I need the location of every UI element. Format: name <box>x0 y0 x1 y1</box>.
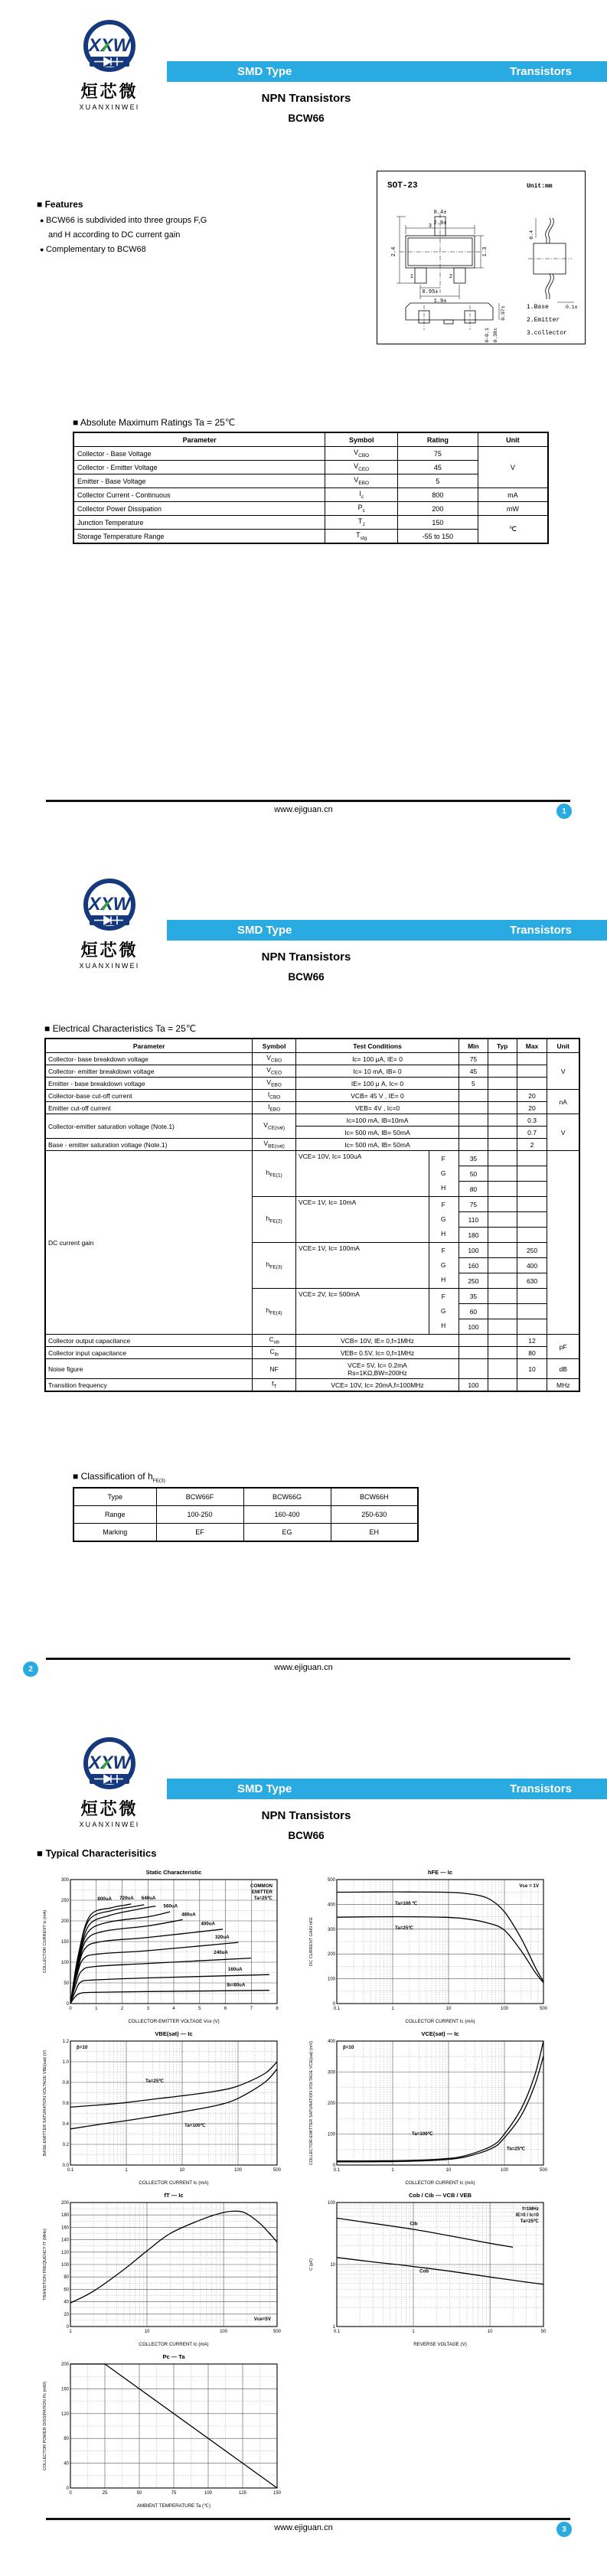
svg-text:80: 80 <box>64 2437 69 2442</box>
chart-svg <box>40 1867 285 2025</box>
header-bar-left: SMD Type <box>237 924 292 937</box>
svg-text:1.9±: 1.9± <box>433 298 447 305</box>
charts-grid <box>40 1867 576 2509</box>
curve-label: 800uA <box>97 1896 112 1902</box>
footer-url[interactable]: www.ejiguan.cn <box>274 805 333 814</box>
table-row: Type BCW66F BCW66G BCW66H <box>73 1488 418 1506</box>
curve-label: Cob <box>419 2268 429 2274</box>
pin-legend-collector: 3.collector <box>527 330 567 337</box>
svg-text:1: 1 <box>125 2168 128 2173</box>
curve <box>70 1905 144 2004</box>
pin-legend-base: 1.Base <box>527 304 549 311</box>
svg-text:1: 1 <box>391 2168 394 2173</box>
svg-text:0: 0 <box>66 2486 69 2491</box>
chart-annotation: Ta=25℃ <box>253 1896 272 1901</box>
table-row: Collector Power Dissipation $P_c$ 200 mW <box>73 502 548 516</box>
curve-label: Cib <box>410 2221 418 2227</box>
svg-text:500: 500 <box>272 2330 282 2334</box>
chart-xlabel: COLLECTOR CURRENT Ic (mA) <box>405 2180 475 2186</box>
package-unit: Unit:mm <box>527 183 553 190</box>
curve-label: 720uA <box>119 1895 134 1901</box>
svg-text:500: 500 <box>539 2168 548 2173</box>
chart-annotation: Vce = 1V <box>519 1883 539 1889</box>
pin-legend-emitter: 2.Emitter <box>527 317 560 324</box>
footer-url[interactable]: www.ejiguan.cn <box>274 1663 333 1672</box>
table-row: Marking EF EG EH <box>73 1524 418 1542</box>
svg-text:40: 40 <box>64 2300 69 2305</box>
chart-xlabel: COLLECTOR CURRENT Ic (mA) <box>405 2019 475 2024</box>
svg-text:300: 300 <box>327 2070 335 2075</box>
chart-ylabel: DC CURRENT GAIN hFE <box>309 1917 314 1966</box>
svg-text:100: 100 <box>327 2132 335 2137</box>
chart-annotation: Ta=25℃ <box>520 2219 539 2224</box>
chart-vcesat-vs-ic <box>306 2029 551 2186</box>
svg-text:1.2: 1.2 <box>62 2040 69 2044</box>
header-bar-left: SMD Type <box>237 65 292 78</box>
table-row: Collector input capacitance $C_{ib}$ VEB= 0.5V, Ic= 0,f=1MHz 80 <box>45 1347 579 1359</box>
table-row: Emitter - Base Voltage $V_{EBO}$ 5 <box>73 474 548 488</box>
chart-annotation: IE=0 / Ic=0 <box>515 2212 539 2218</box>
svg-text:10: 10 <box>487 2330 493 2334</box>
package-name: SOT-23 <box>387 181 418 191</box>
brand-logo <box>64 877 155 970</box>
table-row: 250 630 <box>45 1273 579 1289</box>
chart-annotation: Vce=5V <box>253 2317 271 2322</box>
svg-text:XXW: XXW <box>88 894 131 915</box>
svg-text:500: 500 <box>539 2007 548 2011</box>
svg-text:1.3: 1.3 <box>482 246 488 257</box>
svg-text:0.97±: 0.97± <box>501 305 506 321</box>
svg-text:300: 300 <box>60 1878 69 1883</box>
table-row: Emitter cut-off current $I_{EBO}$ VEB= 4V , Ic=0 20 <box>45 1102 579 1114</box>
svg-text:2: 2 <box>449 274 452 280</box>
chart-ylabel: COLLECTOR POWER DISSIPATION Pc (mW) <box>43 2381 47 2471</box>
svg-text:100: 100 <box>60 2263 69 2268</box>
chart-annotation: COMMON <box>250 1883 272 1889</box>
svg-text:0.4: 0.4 <box>529 230 534 240</box>
svg-text:2.4: 2.4 <box>391 246 397 257</box>
svg-text:40: 40 <box>64 2461 69 2467</box>
svg-text:3: 3 <box>428 223 432 230</box>
table-row: Junction Temperature $T_J$ 150 ℃ <box>73 516 548 530</box>
chart-annotation: EMITTER <box>251 1890 272 1895</box>
svg-text:10: 10 <box>445 2168 452 2173</box>
curve-label: 240uA <box>214 1950 228 1956</box>
svg-text:0: 0 <box>69 2007 72 2011</box>
svg-text:0: 0 <box>69 2491 72 2496</box>
brand-logo <box>64 18 155 111</box>
svg-text:75: 75 <box>171 2491 177 2496</box>
svg-text:100: 100 <box>233 2168 243 2173</box>
chart-annotation: f=1MHz <box>522 2206 539 2212</box>
page-number-badge: 3 <box>556 2522 572 2537</box>
svg-text:100: 100 <box>60 1961 69 1965</box>
curve-label: Ib=80uA <box>227 1982 246 1988</box>
chart-svg <box>306 2029 551 2186</box>
chart-ylabel: C (pF) <box>309 2258 314 2271</box>
svg-text:0.4: 0.4 <box>62 2122 69 2127</box>
classification-section <box>73 1471 419 1542</box>
classification-table <box>73 1487 419 1542</box>
chart-capacitance-vs-voltage <box>306 2190 551 2348</box>
footer-rule <box>46 800 570 802</box>
svg-text:1: 1 <box>95 2007 98 2011</box>
part-number: BCW66 <box>288 1830 325 1841</box>
table-row: 80 <box>45 1182 579 1197</box>
table-row: Collector output capacitance $C_{ob}$ VCB= 10V, IE= 0,f=1MHz 12 pF <box>45 1335 579 1347</box>
footer-rule <box>46 1658 570 1660</box>
brand-name-cn: 烜芯微 <box>80 83 139 102</box>
page-number-badge: 2 <box>23 1661 38 1677</box>
table-row: DC current gain $h_{FE(1)}$ VCE= 10V, Ic= 100uA F G H 35 <box>45 1151 579 1166</box>
brand-name-en: XUANXINWEI <box>79 1821 140 1828</box>
curve-label: 160uA <box>227 1966 243 1972</box>
chart-xlabel: AMBIENT TEMPERATURE Ta (℃) <box>136 2503 211 2509</box>
curve <box>337 1917 543 1983</box>
header-bar <box>167 1779 607 1799</box>
header-bar-right: Transistors <box>510 1782 572 1795</box>
svg-text:0: 0 <box>332 2164 335 2168</box>
classification-heading: ■ Classification of $h_{FE(3)}$ <box>73 1471 165 1484</box>
table-row: $h_{FE(2)}$ VCE= 1V, Ic= 10mA F G H 75 <box>45 1197 579 1212</box>
table-row: Collector- base breakdown voltage $V_{CBO}$ Ic= 100 μA, IE= 0 75 V <box>45 1053 579 1065</box>
header-bar-right: Transistors <box>510 924 572 937</box>
table-row: Range 100-250 160-400 250-630 <box>73 1506 418 1524</box>
chart-vbesat-vs-ic <box>40 2029 285 2186</box>
abs-max-table: Parameter Symbol Rating Unit Collector - Base Voltage $V_{CBO}$ 75 V Collector - Emitter Voltage $V_{CEO}$ 45 Emitter - Base Voltage $V_{EBO}$ 5 Collector Current - Continuous $I_c$ 800 mA Collector Power Dissipation $P_c$ 200 mW Junction Temperature $T_J$ 150 ℃ Storage Temperature Range $T_{stg}$ -55 to 150 <box>73 432 549 544</box>
curve-label: Ta=100℃ <box>184 2123 206 2129</box>
doc-title: NPN Transistors <box>261 92 351 105</box>
brand-name-cn: 烜芯微 <box>80 1800 139 1819</box>
chart-xlabel: COLLECTOR CURRENT Ic (mA) <box>139 2180 209 2186</box>
svg-text:0.4±: 0.4± <box>433 210 447 216</box>
table-row: Collector-base cut-off current $I_{CBO}$ VCB= 45 V , IE= 0 20 nA <box>45 1090 579 1102</box>
chart-xlabel: COLLECTOR CURRENT Ic (mA) <box>139 2342 209 2347</box>
table-row: 110 <box>45 1212 579 1228</box>
curve-label: 480uA <box>181 1912 196 1918</box>
chart-title: Static Characteristic <box>145 1869 202 1876</box>
doc-title: NPN Transistors <box>261 951 351 964</box>
table-row: $h_{FE(3)}$ VCE= 1V, Ic= 100mA F G H 100 250 <box>45 1243 579 1258</box>
table-row: 160 400 <box>45 1258 579 1273</box>
svg-text:50: 50 <box>64 1981 69 1986</box>
svg-text:200: 200 <box>60 2362 69 2367</box>
elec-table: Parameter Symbol Test Conditions Min Typ Max Unit Collector- base breakdown voltage $V_{CBO}$ Ic= 100 μA, IE= 0 75 V Collector- emitter breakdown voltage $V_{CEO}$ Ic= 10 mA, IB= 0 45 Emitter - base breakdown voltage $V_{EBO}$ IE= 100 μ A, Ic= 0 5 Collector-base cut-off current $I_{CBO}$ VCB= 45 V , IE= 0 20 nA Emitter cut-off current $I_{EBO}$ VEB= 4V , Ic=0 20 Collector-emitter saturation voltage (Note.1) $V_{CE(sat)}$ Ic=100 mA, IB=10mA 0.3 V Ic= 500 mA, IB= 50mA 0.7 Base - emitter saturation voltage (Note.1) $V_{BE(sat)}$ Ic= 500 mA, IB= 50mA 2 DC current gain $h_{FE(1)}$ VCE= 10V, Ic= 100uA F G H 35 50 80 $h_{FE(2)}$ VCE= 1V, Ic= 10mA F G H 75 110 180 $h_{FE(3)}$ VCE= 1V, Ic= 100mA F G H 100 250 160 400 250 630 $h_{FE(4)}$ VCE= 2V, Ic= 500mA F G H 35 60 100 Collector output capacitance $C_{ob}$ VCB= 10V, IE= 0,f=1MHz 12 pF Collector input capacitance $C_{ib}$ VEB= 0.5V, Ic= 0,f=1MHz 80 Noise figure NF VCE= 5V, Ic= 0.2mA Rs=1KΩ,BW=200Hz 10 dB Transition frequency $f_T$ VCE= 10V, Ic= 20mA,f=100MHz 100 MHz <box>44 1038 580 1392</box>
curve-label: 640uA <box>141 1895 156 1901</box>
svg-text:80: 80 <box>64 2275 69 2281</box>
footer-rule <box>46 2518 570 2520</box>
svg-text:100: 100 <box>220 2330 228 2334</box>
curve <box>70 2062 277 2107</box>
svg-text:125: 125 <box>238 2491 247 2496</box>
chart-svg <box>40 2029 285 2186</box>
svg-text:8: 8 <box>276 2007 279 2011</box>
header-bar <box>167 61 607 82</box>
svg-text:50: 50 <box>136 2491 142 2496</box>
svg-text:0.8: 0.8 <box>62 2081 69 2085</box>
svg-text:100: 100 <box>327 1977 335 1982</box>
logo-mark-icon <box>79 1736 140 1794</box>
svg-text:160: 160 <box>60 2387 69 2392</box>
svg-text:0.38±: 0.38± <box>493 328 498 343</box>
chart-title: Cob / Cib — VCB / VEB <box>408 2192 472 2199</box>
svg-text:0.95±: 0.95± <box>422 289 439 295</box>
svg-text:200: 200 <box>327 1952 335 1958</box>
svg-text:0.1±: 0.1± <box>566 305 578 310</box>
chart-static-characteristic <box>40 1867 285 2025</box>
svg-text:0: 0 <box>66 2002 69 2007</box>
footer-url[interactable]: www.ejiguan.cn <box>274 2523 333 2532</box>
page-1 <box>0 0 607 859</box>
svg-text:160: 160 <box>60 2225 69 2231</box>
feature-item: ● BCW66 is subdivided into three groups F,G <box>40 216 207 225</box>
svg-text:0.1: 0.1 <box>333 2168 341 2173</box>
table-row: Noise figure NF VCE= 5V, Ic= 0.2mA Rs=1KΩ,BW=200Hz 10 dB <box>45 1359 579 1379</box>
svg-text:200: 200 <box>60 1919 69 1924</box>
svg-text:120: 120 <box>60 2250 69 2255</box>
svg-text:0.0: 0.0 <box>62 2164 69 2168</box>
svg-text:500: 500 <box>272 2168 282 2173</box>
chart-pc-vs-ta <box>40 2352 285 2509</box>
svg-text:1: 1 <box>410 274 413 280</box>
svg-text:10: 10 <box>179 2168 185 2173</box>
curve-label: Ta=100 ℃ <box>395 1901 418 1906</box>
chart-annotation: β=10 <box>343 2045 354 2050</box>
svg-text:50: 50 <box>540 2330 547 2334</box>
table-row: Ic= 500 mA, IB= 50mA 0.7 <box>45 1127 579 1139</box>
svg-text:2: 2 <box>120 2007 124 2011</box>
chart-title: fT — Ic <box>164 2192 184 2199</box>
curve <box>70 1991 269 2004</box>
svg-text:0-0.1: 0-0.1 <box>485 328 490 343</box>
header-bar-right: Transistors <box>510 65 572 78</box>
chart-title: VCE(sat) — Ic <box>421 2030 459 2037</box>
chart-ylabel: COLLECTOR CURRENT Ic (mA) <box>43 1909 47 1974</box>
chart-ylabel: COLLECTOR-EMITTER SATURATION VOLTAGE VCE(sat) (mV) <box>309 2040 314 2166</box>
svg-text:100: 100 <box>327 2201 335 2206</box>
chart-annotation: β=10 <box>77 2045 88 2050</box>
svg-text:3: 3 <box>146 2007 149 2011</box>
curve <box>337 2258 543 2284</box>
feature-item-cont: and H according to DC current gain <box>48 230 181 240</box>
page-number-badge: 1 <box>556 804 572 819</box>
svg-text:180: 180 <box>60 2213 69 2219</box>
table-row: 100 <box>45 1319 579 1335</box>
table-row: Base - emitter saturation voltage (Note.1) $V_{BE(sat)}$ Ic= 500 mA, IB= 50mA 2 <box>45 1139 579 1151</box>
abs-max-section <box>73 417 549 544</box>
svg-text:10: 10 <box>445 2007 452 2011</box>
svg-text:200: 200 <box>327 2102 335 2106</box>
electrical-characteristics-section <box>44 1023 580 1392</box>
brand-logo <box>64 1736 155 1828</box>
svg-text:7: 7 <box>250 2007 253 2011</box>
chart-xlabel: REVERSE VOLTAGE (V) <box>413 2342 467 2347</box>
chart-title: Pc — Ta <box>162 2353 185 2360</box>
svg-text:XXW: XXW <box>88 1753 131 1773</box>
table-row: $h_{FE(4)}$ VCE= 2V, Ic= 500mA F G H 35 <box>45 1289 579 1304</box>
svg-text:500: 500 <box>327 1878 335 1883</box>
features-section <box>37 199 207 254</box>
svg-text:0.1: 0.1 <box>67 2168 74 2173</box>
table-row: Collector Current - Continuous $I_c$ 800 mA <box>73 488 548 502</box>
table-row: 60 <box>45 1304 579 1319</box>
package-drawing <box>377 171 586 344</box>
svg-text:0: 0 <box>66 2325 69 2330</box>
svg-text:10: 10 <box>144 2330 150 2334</box>
curve-label: 560uA <box>163 1903 178 1909</box>
header-bar-left: SMD Type <box>237 1782 292 1795</box>
svg-text:300: 300 <box>327 1927 335 1932</box>
svg-text:150: 150 <box>60 1940 69 1945</box>
svg-text:1.0: 1.0 <box>62 2060 69 2065</box>
curve <box>337 1892 543 1981</box>
svg-text:0: 0 <box>332 2002 335 2007</box>
curve-label: Ta=100℃ <box>412 2131 433 2137</box>
svg-text:5: 5 <box>198 2007 201 2011</box>
svg-text:150: 150 <box>272 2491 282 2496</box>
svg-text:6: 6 <box>224 2007 227 2011</box>
table-row: Collector - Base Voltage $V_{CBO}$ 75 V <box>73 447 548 461</box>
brand-name-cn: 烜芯微 <box>80 941 139 960</box>
chart-svg <box>40 2190 285 2348</box>
svg-text:1: 1 <box>69 2330 72 2334</box>
svg-text:4: 4 <box>172 2007 175 2011</box>
part-number: BCW66 <box>288 112 325 124</box>
table-row: Storage Temperature Range $T_{stg}$ -55 to 150 <box>73 530 548 544</box>
svg-text:0.1: 0.1 <box>333 2007 341 2011</box>
typical-characteristics-heading: ■ Typical Characterisitics <box>37 1847 157 1859</box>
logo-mark-icon <box>79 877 140 935</box>
curve <box>70 2069 277 2129</box>
chart-hfe-vs-ic <box>306 1867 551 2025</box>
chart-ft-vs-ic <box>40 2190 285 2348</box>
svg-text:0.2: 0.2 <box>62 2143 69 2147</box>
svg-text:1: 1 <box>332 2325 335 2330</box>
chart-svg <box>306 2190 551 2348</box>
table-row: Collector- emitter breakdown voltage $V_{CEO}$ Ic= 10 mA, IB= 0 45 <box>45 1065 579 1078</box>
curve <box>70 1974 269 2004</box>
page-2 <box>0 859 607 1717</box>
svg-text:200: 200 <box>60 2201 69 2206</box>
svg-text:250: 250 <box>60 1899 69 1903</box>
header-bar <box>167 920 607 941</box>
svg-text:25: 25 <box>102 2491 108 2496</box>
page-3 <box>0 1717 607 2576</box>
doc-title: NPN Transistors <box>261 1809 351 1822</box>
table-row: 180 <box>45 1228 579 1243</box>
part-number: BCW66 <box>288 971 325 983</box>
curve-label: 320uA <box>215 1935 230 1941</box>
curve-label: Ta=25℃ <box>395 1925 414 1931</box>
features-heading: ■ Features <box>37 199 83 210</box>
table-row: 50 <box>45 1166 579 1182</box>
table-row: Emitter - base breakdown voltage $V_{EBO}$ IE= 100 μ A, Ic= 0 5 <box>45 1078 579 1090</box>
logo-mark-icon <box>79 18 140 77</box>
table-row: Transition frequency $f_T$ VCE= 10V, Ic= 20mA,f=100MHz 100 MHz <box>45 1379 579 1392</box>
svg-text:XXW: XXW <box>88 35 131 56</box>
svg-text:60: 60 <box>64 2287 69 2293</box>
svg-text:400: 400 <box>327 2040 335 2044</box>
chart-ylabel: BASE-EMITTER SATURATION VOLTAGE VBE(sat) (V) <box>43 2049 47 2157</box>
abs-max-heading: ■ Absolute Maximum Ratings Ta = 25℃ <box>73 417 236 428</box>
chart-svg <box>40 2352 285 2509</box>
svg-text:10: 10 <box>330 2263 335 2268</box>
svg-text:140: 140 <box>60 2238 69 2243</box>
curve <box>337 2041 543 2161</box>
curve-label: 400uA <box>201 1921 215 1927</box>
svg-text:100: 100 <box>500 2168 509 2173</box>
svg-text:1: 1 <box>412 2330 415 2334</box>
curve-label: Ta=25℃ <box>507 2146 526 2152</box>
feature-item: ● Complementary to BCW68 <box>40 245 207 254</box>
svg-text:2.9±: 2.9± <box>433 220 447 227</box>
chart-xlabel: COLLECTOR-EMITTER VOLTAGE Vce (V) <box>128 2019 220 2024</box>
svg-text:20: 20 <box>64 2312 69 2317</box>
svg-text:0.1: 0.1 <box>333 2330 341 2334</box>
svg-text:1: 1 <box>391 2007 394 2011</box>
chart-svg <box>306 1867 551 2025</box>
table-row: Collector - Emitter Voltage $V_{CEO}$ 45 <box>73 461 548 474</box>
svg-text:120: 120 <box>60 2411 69 2417</box>
elec-heading: ■ Electrical Characteristics Ta = 25℃ <box>44 1023 197 1034</box>
svg-text:100: 100 <box>500 2007 509 2011</box>
table-row: Collector-emitter saturation voltage (Note.1) $V_{CE(sat)}$ Ic=100 mA, IB=10mA 0.3 V <box>45 1114 579 1127</box>
chart-title: hFE — Ic <box>427 1869 453 1876</box>
svg-text:400: 400 <box>327 1903 335 1908</box>
svg-text:100: 100 <box>204 2491 213 2496</box>
chart-ylabel: TRANSITION FREQUENCY fT (MHz) <box>43 2229 47 2300</box>
brand-name-en: XUANXINWEI <box>79 962 140 970</box>
svg-text:0.6: 0.6 <box>62 2102 69 2106</box>
chart-title: VBE(sat) — Ic <box>155 2030 193 2037</box>
curve-label: Ta=25℃ <box>145 2079 165 2084</box>
brand-name-en: XUANXINWEI <box>79 103 140 111</box>
